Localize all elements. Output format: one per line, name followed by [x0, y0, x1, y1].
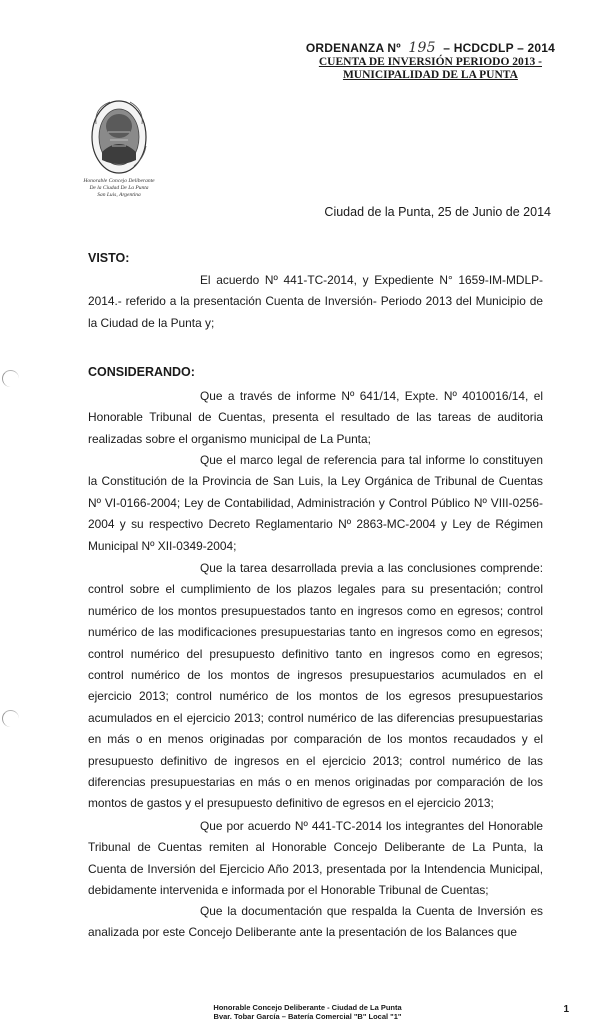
ordinance-suffix: – HCDCDLP – 2014: [443, 41, 555, 55]
considerando-paragraph-2: Que el marco legal de referencia para tal informe lo constituyen la Constitución de la Provincia de San Luis, la Ley Orgánica de Tribunal de Cuentas Nº VI-0166-2004; Ley de Contabilidad, Administración y Control Público Nº VIII-0256-2004 y su respectivo Decreto Reglamentario Nº 2863-MC-2004 y Ley de Régimen Municipal Nº XII-0349-2004;: [88, 453, 543, 553]
seal-caption-2: De la Ciudad De La Punta: [89, 185, 149, 191]
ordinance-title: [306, 40, 555, 56]
considerando-paragraph-3: Que la tarea desarrollada previa a las conclusiones comprende: control sobre el cumplimiento de los plazos legales para su presentación; control numérico de los montos presupuestados tanto en ingresos como en egresos; control numérico de las modificaciones presupuestarias tanto en ingresos como en egresos; control numérico del presupuesto definitivo tanto en ingresos como en egresos; control numérico de los montos de ingresos presupuestarios acumulados en el ejercicio 2013; control numérico de los montos de los egresos presupuestarios acumulados en el ejercicio 2013; control numérico de las diferencias presupuestarias en más o en menos originadas por comparación de los montos recaudados y el presupuesto definitivo de ingresos en el ejercicio 2013; control numérico de las diferencias presupuestarias en más o en menos originadas por comparación de los montos de gastos y el presupuesto definitivo de egresos en el ejercicio 2013;: [88, 561, 543, 811]
considerando-paragraph-4: Que por acuerdo Nº 441-TC-2014 los integrantes del Honorable Tribunal de Cuentas remiten al Honorable Concejo Deliberante de La Punta, la Cuenta de Inversión del Ejercicio Año 2013, presentada por la Intendencia Municipal, debidamente intervenida e informada por el Honorable Tribunal de Cuentas;: [88, 819, 543, 898]
document-header: [306, 40, 555, 82]
considerando-paragraph-5: Que la documentación que respalda la Cuenta de Inversión es analizada por este Concejo Deliberante ante la presentación de los Balances que: [88, 904, 543, 940]
ordinance-subtitle-1: CUENTA DE INVERSIÓN PERIODO 2013 -: [318, 56, 542, 68]
date-line: Ciudad de la Punta, 25 de Junio de 2014: [324, 205, 551, 219]
seal-caption-3: San Luis, Argentina: [97, 192, 141, 198]
footer-line-2: Bvar. Tobar García – Batería Comercial "B" Local "1": [213, 1012, 402, 1021]
ordinance-number: 195: [408, 40, 436, 56]
council-seal: [76, 96, 162, 199]
seal-caption-1: Honorable Concejo Deliberante: [83, 178, 155, 184]
punch-hole-mark: [2, 370, 19, 387]
considerando-heading: CONSIDERANDO:: [88, 365, 195, 379]
footer-line-1: Honorable Concejo Deliberante - Ciudad de La Punta: [213, 1003, 402, 1012]
council-seal-icon: [88, 96, 150, 178]
visto-heading: VISTO:: [88, 251, 130, 265]
punch-hole-mark: [2, 710, 19, 727]
ordinance-prefix: ORDENANZA Nº: [305, 41, 401, 55]
ordinance-subtitle-2: MUNICIPALIDAD DE LA PUNTA: [342, 69, 518, 81]
considerando-paragraph-1: Que a través de informe Nº 641/14, Expte. Nº 4010016/14, el Honorable Tribunal de Cuentas, presenta el resultado de las tareas de auditoria realizadas sobre el organismo municipal de La Punta;: [88, 389, 543, 446]
page-number: 1: [563, 1004, 569, 1015]
visto-paragraph: El acuerdo Nº 441-TC-2014, y Expediente N° 1659-IM-MDLP-2014.- referido a la presentación Cuenta de Inversión- Periodo 2013 del Municipio de la Ciudad de la Punta y;: [88, 273, 543, 330]
page-footer: [0, 1003, 615, 1021]
